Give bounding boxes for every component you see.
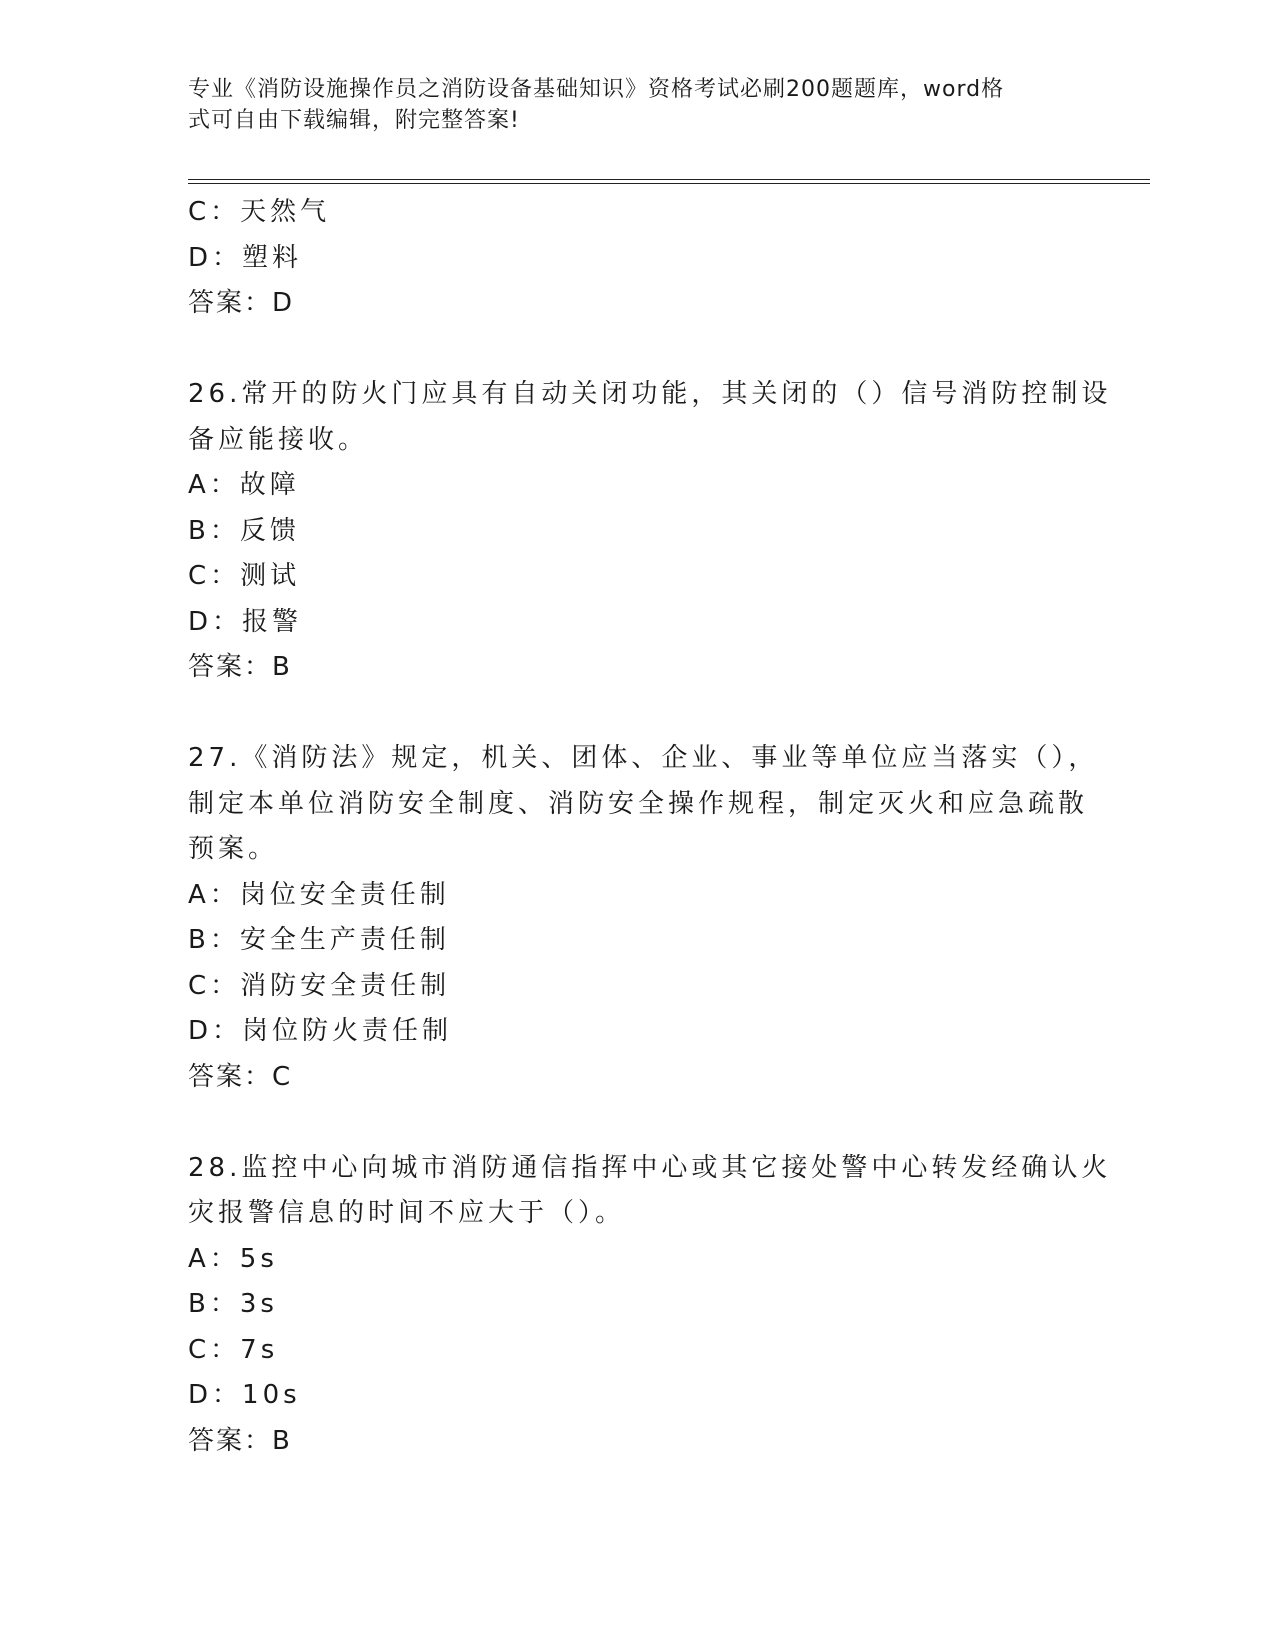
option-b: B：3s	[188, 1289, 278, 1319]
option-d: D：塑料	[188, 242, 303, 273]
answer-line: 答案：B	[188, 652, 292, 682]
question-stem-line: 27.《消防法》规定，机关、团体、企业、事业等单位应当落实（），	[188, 743, 1099, 773]
question-stem-line: 备应能接收。	[188, 424, 369, 455]
option-a: A：岗位安全责任制	[188, 879, 450, 910]
header-title-line-1: 专业《消防设施操作员之消防设备基础知识》资格考试必刷200题题库，word格	[188, 77, 1005, 102]
header-rule-bottom	[188, 183, 1150, 184]
spacer	[188, 327, 1088, 373]
question-28	[188, 1146, 1112, 1465]
option-c: C：消防安全责任制	[188, 970, 451, 1001]
question-stem-line: 28.监控中心向城市消防通信指挥中心或其它接处警中心转发经确认火	[188, 1152, 1112, 1183]
question-stem-line: 灾报警信息的时间不应大于（）。	[188, 1198, 626, 1228]
answer-line: 答案：B	[188, 1425, 292, 1456]
option-a: A：故障	[188, 470, 300, 500]
answer-line: 答案：C	[188, 1061, 293, 1092]
document-header	[188, 74, 1068, 136]
option-d: D：报警	[188, 606, 303, 637]
option-d: D：10s	[188, 1380, 301, 1410]
question-stem-line: 26.常开的防火门应具有自动关闭功能，其关闭的（）信号消防控制设	[188, 379, 1112, 409]
question-27	[188, 736, 1099, 1100]
answer-line: 答案：D	[188, 288, 295, 318]
option-b: B：反馈	[188, 515, 300, 546]
option-c: C：测试	[188, 561, 301, 591]
spacer	[188, 691, 1088, 737]
question-26	[188, 372, 1112, 691]
option-a: A：5s	[188, 1243, 278, 1274]
header-title-line-2: 式可自由下载编辑，附完整答案!	[188, 108, 520, 133]
spacer	[188, 1100, 1088, 1146]
question-list	[188, 190, 1112, 1464]
question-stem-line: 制定本单位消防安全制度、消防安全操作规程，制定灭火和应急疏散	[188, 788, 1089, 819]
option-b: B：安全生产责任制	[188, 925, 450, 955]
option-c: C：7s	[188, 1334, 279, 1365]
previous-question-tail	[188, 190, 1088, 327]
header-rule-top	[188, 179, 1150, 180]
option-c: C：天然气	[188, 197, 331, 227]
option-d: D：岗位防火责任制	[188, 1016, 453, 1046]
question-stem-line: 预案。	[188, 834, 279, 864]
